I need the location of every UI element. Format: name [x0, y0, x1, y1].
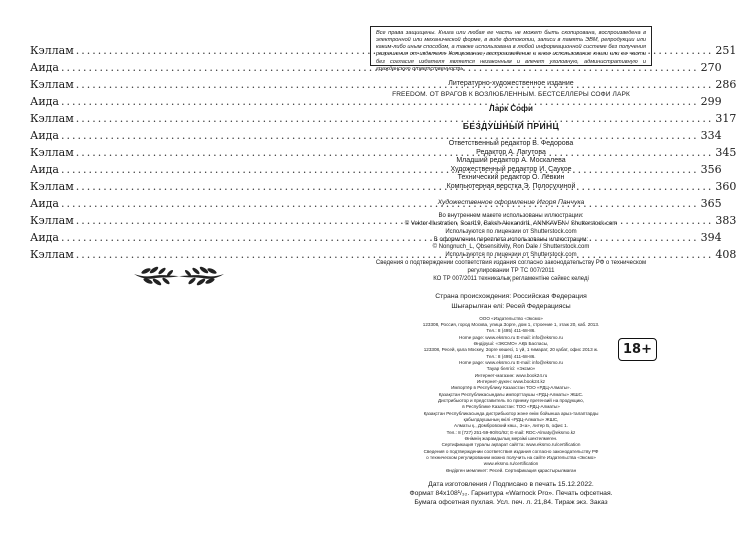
age-rating-badge: 18+: [618, 338, 657, 361]
publisher-line: 123308, Ресей, қала Мәскеу, Зорге көшесі, 1 үй, 1 ғимарат, 20 қабат, офис 2013 ж.: [423, 347, 599, 353]
publisher-line: Қазақстан Республикасындағы импорттаушы «РДЦ-Алматы» ЖШС.: [438, 391, 584, 397]
publisher-line: Өндіруші: «ЭКСМО» АҚБ Баспасы,: [473, 341, 549, 347]
publisher-line: Интернет-дүкен: www.book24.kz: [476, 378, 546, 384]
toc-chapter-name: Кэллам: [30, 248, 74, 261]
publisher-line: Алматы қ., Домбровский көш., 3«а», литер Б, офис 1.: [454, 423, 568, 429]
publisher-line: Тел.: 8 (727) 251-59-90/91/92; E-mail: RDC-Almaty@eksmo.kz: [446, 429, 576, 435]
illustration-line: Сведения о подтверждении соответствия издания согласно законодательству РФ о техническом регулировании ТР ТС 007/2011: [375, 259, 647, 274]
illustration-line: КО ТР 007/2011 техникалық регламентіне сәйкес келеді: [433, 275, 589, 282]
toc-page-number: 251: [715, 44, 736, 57]
toc-chapter-name: Аида: [30, 61, 59, 74]
cover-design-credit: Художественное оформление Игоря Панчука: [437, 199, 585, 207]
copyright-notice: Все права защищены. Книга или любая ее часть не может быть скопирована, воспроизведена в электронной или механической форме, в виде фотокопии, записи в память ЭВМ, репродукции или каким-либо иным способом, а также использована в любой информационной системе без получения разрешения от издателя. Копирование, воспроизведение и иное использование книги или ее части без согласия издателя является незаконным и влечет уголовную, административную и гражданскую ответственность.: [370, 26, 652, 66]
imprint-page: [370, 26, 652, 507]
publisher-line: Өнімнің жарамдылық мерзімі шектелмеген.: [464, 435, 558, 441]
credit-line: Младший редактор А. Москалева: [456, 157, 566, 165]
publisher-line: www.eksmo.ru/certification: [483, 461, 539, 467]
toc-page-number: 394: [700, 231, 722, 244]
toc-page-number: 317: [715, 112, 736, 125]
publisher-line: Қазақстан Республикасында дистрибьютор және өнім бойынша арыз-талаптарды: [423, 410, 599, 416]
toc-page-number: 299: [700, 95, 722, 108]
illustration-credits: [370, 213, 652, 283]
publisher-line: Өндірген мемлекет: Ресей. Сертификация қарастырылмаған: [445, 467, 577, 473]
publisher-line: в Республике Казахстан: ТОО «РДЦ-Алматы»: [462, 404, 560, 410]
publisher-line: Тел.: 8 (495) 411-68-86.: [486, 328, 536, 334]
illustration-line: Во внутреннем макете использованы иллюстрации:: [438, 213, 584, 220]
toc-chapter-name: Аида: [30, 129, 59, 142]
toc-chapter-name: Аида: [30, 197, 59, 210]
toc-chapter-name: Кэллам: [30, 214, 74, 227]
publisher-line: Дистрибьютор и представитель по приему претензий на продукцию,: [438, 397, 584, 403]
toc-chapter-name: Кэллам: [30, 44, 74, 57]
credit-line: Редактор А. Лагутова: [476, 148, 546, 156]
series-line: FREEDOM. ОТ ВРАГОВ К ВОЗЛЮБЛЕННЫМ. БЕСТСЕЛЛЕРЫ СОФИ ЛАРК: [392, 91, 630, 98]
toc-page-number: 334: [700, 129, 722, 142]
publisher-line: 123308, Россия, город Москва, улица Зорге, дом 1, строение 1, этаж 20, каб. 2013.: [422, 322, 600, 328]
print-line: Дата изготовления / Подписано в печать 15.12.2022.: [428, 480, 594, 488]
credit-line: Ответственный редактор В. Федорова: [448, 140, 574, 147]
illustration-line: © Nongnuch_L, Qbsensitivity, Ron Dale / Shutterstock.com: [432, 244, 590, 251]
credit-line: Технический редактор О. Лёвкин: [457, 174, 565, 182]
toc-chapter-name: Аида: [30, 231, 59, 244]
print-details: [370, 481, 652, 507]
publisher-line: Сведения о подтверждении соответствия издания согласно законодательству РФ: [423, 448, 599, 454]
toc-chapter-name: Кэллам: [30, 180, 74, 193]
publisher-line: Тауар белгісі: «Эксмо»: [486, 366, 536, 372]
laurel-ornament-icon: [132, 264, 226, 288]
toc-page-number: 408: [715, 248, 736, 261]
toc-page-number: 356: [700, 163, 722, 176]
origin-line: Шығарылған елі: Ресей Федерациясы: [451, 302, 571, 310]
toc-chapter-name: Кэллам: [30, 112, 74, 125]
credit-line: Художественный редактор И. Саукое: [450, 165, 572, 173]
toc-page-number: 270: [700, 61, 722, 74]
publisher-line: Импортёр в Республику Казахстан ТОО «РДЦ-Алматы».: [451, 385, 571, 391]
toc-page-number: 286: [715, 78, 736, 91]
toc-chapter-name: Кэллам: [30, 78, 74, 91]
publisher-info: [370, 316, 652, 474]
editorial-credits: [370, 140, 652, 191]
credit-line: Компьютерная верстка Э. Полосухиной: [446, 182, 576, 190]
toc-page-number: 365: [700, 197, 722, 210]
toc-page-number: 360: [715, 180, 736, 193]
publisher-line: Home page: www.eksmo.ru E-mail: info@eksmo.ru: [459, 334, 563, 340]
toc-chapter-name: Аида: [30, 163, 59, 176]
publisher-line: Сертификация туралы ақпарат сайтта: www.eksmo.ru/certification: [441, 442, 581, 448]
toc-entry: [30, 44, 736, 61]
illustration-line: Используются по лицензии от Shutterstock.com: [445, 252, 577, 259]
illustration-line: В оформлении переплета использованы иллюстрации:: [433, 236, 589, 243]
print-line: Формат 84x108¹/₃₂. Гарнитура «Warnock Pro». Печать офсетная.: [409, 489, 613, 497]
publisher-line: Тел.: 8 (495) 411-68-86.: [486, 353, 536, 359]
genre-line: Литературно-художественное издание: [448, 80, 574, 87]
publisher-line: қабылдаушының өкілі «РДЦ-Алматы» ЖШС,: [463, 416, 559, 422]
publisher-line: Интернет-магазин: www.book24.ru: [474, 372, 548, 378]
toc-chapter-name: Аида: [30, 95, 59, 108]
publisher-line: ООО «Издательство «Эксмо»: [479, 315, 543, 321]
book-title: БЕЗДУШНЫЙ ПРИНЦ: [462, 121, 560, 131]
illustration-line: © Vektor Illustration, Scarl19, Baksh Alexandrl1, ANNKAVEN / Shutterstock.com: [404, 220, 618, 227]
illustration-line: Используются по лицензии от Shutterstock.com: [445, 228, 577, 235]
toc-page-number: 345: [715, 146, 736, 159]
origin-line: Страна происхождения: Российская Федерация: [435, 293, 587, 301]
publisher-line: Home page: www.eksmo.ru E-mail: info@eksmo.ru: [459, 360, 563, 365]
author-name: Ларк Софи: [489, 104, 533, 113]
print-line: Бумага офсетная пухлая. Усл. печ. л. 21,84. Тираж экз. Заказ: [414, 498, 608, 506]
country-of-origin: [370, 292, 652, 310]
publisher-line: о техническом регулировании можно получить на сайте Издательства «Эксмо»: [426, 454, 596, 460]
toc-entry: [30, 61, 722, 78]
toc-chapter-name: Кэллам: [30, 146, 74, 159]
toc-page-number: 383: [715, 214, 736, 227]
